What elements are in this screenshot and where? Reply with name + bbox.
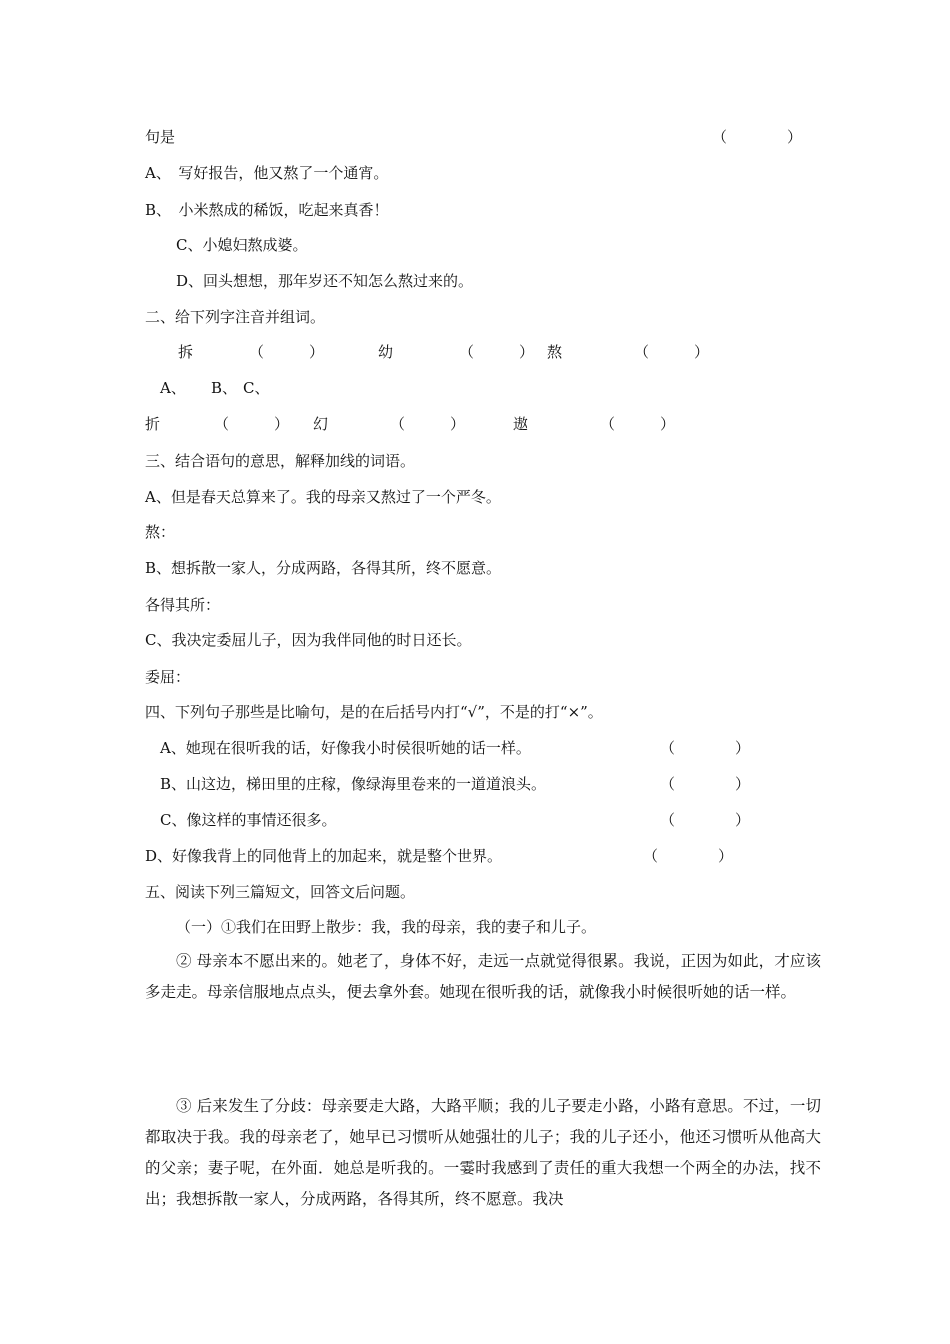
simile-item-a: A、她现在很听我的话，好像我小时侯很听她的话一样。 bbox=[160, 739, 531, 757]
term-c: 委屈： bbox=[145, 668, 191, 686]
sentence-b: B、想拆散一家人，分成两路，各得其所，终不愿意。 bbox=[145, 559, 502, 577]
char-2: 幼 bbox=[378, 343, 394, 361]
char-3: 熬 bbox=[547, 343, 563, 361]
letter-a: A、 bbox=[160, 379, 186, 397]
simile-item-b: B、山这边，梯田里的庄稼，像绿海里卷来的一道道浪头。 bbox=[160, 775, 547, 793]
term-a: 熬： bbox=[145, 523, 176, 541]
char-5: 幻 bbox=[313, 415, 329, 433]
char-6-paren: （ ） bbox=[600, 415, 676, 433]
simile-item-d: D、好像我背上的同他背上的加起来，就是整个世界。 bbox=[145, 847, 503, 865]
question-stem-tail: 句是 bbox=[145, 128, 176, 146]
char-4-paren: （ ） bbox=[214, 415, 290, 433]
sentence-c: C、我决定委屈儿子，因为我伴同他的时日还长。 bbox=[145, 631, 472, 649]
passage-para-2: ② 母亲本不愿出来的。她老了，身体不好，走远一点就觉得很累。我说，正因为如此，才应该多走走。母亲信服地点点头，便去拿外套。她现在很听我的话，就像我小时候很听她的话一样。 bbox=[145, 952, 821, 1001]
passage-para-1: （一）①我们在田野上散步：我，我的母亲，我的妻子和儿子。 bbox=[176, 918, 597, 936]
letter-b: B、 bbox=[211, 379, 238, 397]
simile-paren-b: （ ） bbox=[660, 775, 751, 793]
section-5-heading: 五、阅读下列三篇短文，回答文后问题。 bbox=[145, 883, 416, 901]
letter-c: C、 bbox=[243, 379, 270, 397]
section-4-heading: 四、下列句子那些是比喻句，是的在后括号内打“√”，不是的打“×”。 bbox=[145, 703, 603, 721]
option-c: C、小媳妇熬成婆。 bbox=[176, 236, 308, 254]
option-a: A、 写好报告，他又熬了一个通宵。 bbox=[145, 164, 389, 182]
char-4: 折 bbox=[145, 415, 161, 433]
simile-paren-c: （ ） bbox=[660, 811, 751, 829]
simile-paren-a: （ ） bbox=[660, 739, 751, 757]
simile-paren-d: （ ） bbox=[643, 847, 734, 865]
section-3-heading: 三、结合语句的意思，解释加线的词语。 bbox=[145, 452, 416, 470]
char-2-paren: （ ） bbox=[459, 343, 535, 361]
simile-item-c: C、像这样的事情还很多。 bbox=[160, 811, 337, 829]
option-d: D、回头想想，那年岁还不知怎么熬过来的。 bbox=[176, 272, 474, 290]
sentence-a: A、但是春天总算来了。我的母亲又熬过了一个严冬。 bbox=[145, 488, 501, 506]
char-1-paren: （ ） bbox=[249, 343, 325, 361]
answer-parentheses: （ ） bbox=[712, 128, 803, 146]
term-b: 各得其所： bbox=[145, 596, 221, 614]
char-3-paren: （ ） bbox=[634, 343, 710, 361]
char-5-paren: （ ） bbox=[390, 415, 466, 433]
section-2-heading: 二、给下列字注音并组词。 bbox=[145, 308, 326, 326]
passage-para-3: ③ 后来发生了分歧：母亲要走大路，大路平顺；我的儿子要走小路，小路有意思。不过，一切都取决于我。我的母亲老了，她早已习惯听从她强壮的儿子；我的儿子还小，他还习惯听从他高大的父亲；妻子呢，在外面．她总是听我的。一霎时我感到了责任的重大我想一个两全的办法，找不出；我想拆散一家人，分成两路，各得其所，终不愿意。我决 bbox=[145, 1097, 821, 1208]
option-b: B、 小米熬成的稀饭，吃起来真香！ bbox=[145, 201, 389, 219]
char-6: 遨 bbox=[513, 415, 529, 433]
char-1: 拆 bbox=[178, 343, 194, 361]
